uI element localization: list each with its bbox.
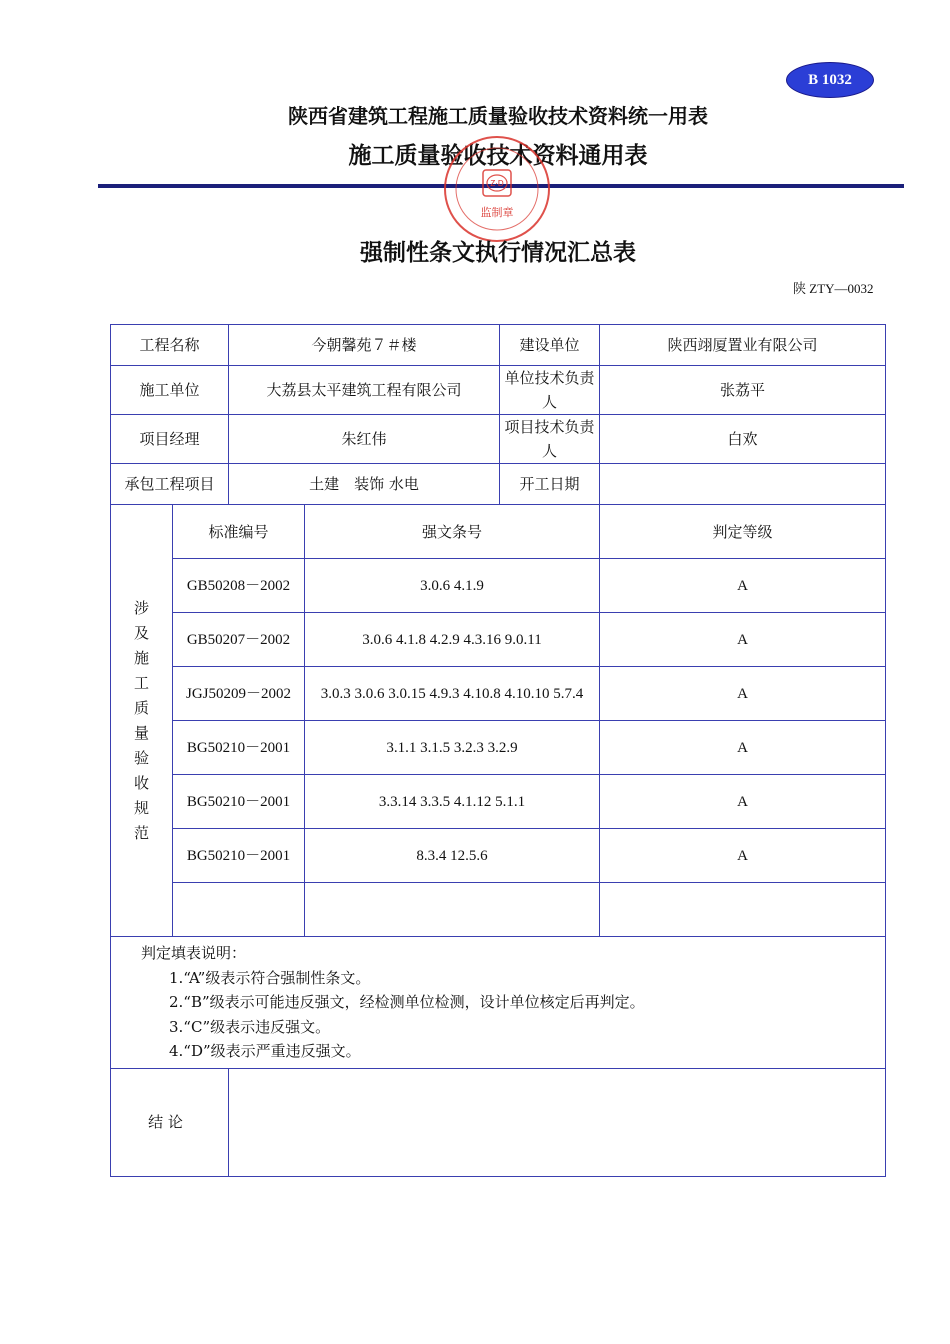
table-row — [111, 829, 886, 883]
start-date-value — [600, 464, 886, 505]
side-char: 及 — [133, 623, 149, 642]
builder-value: 陕西翊厦置业有限公司 — [600, 325, 886, 366]
clauses: 3.0.6 4.1.8 4.2.9 4.3.16 9.0.11 — [305, 613, 600, 667]
proj-tech-label: 项目技术负责人 — [500, 415, 600, 464]
clauses — [305, 883, 600, 937]
std-number: BG50210－2001 — [173, 775, 305, 829]
clauses: 3.0.6 4.1.9 — [305, 559, 600, 613]
table-row — [111, 721, 886, 775]
conclusion-label: 结 论 — [111, 1068, 229, 1176]
info-row — [111, 415, 886, 464]
side-char: 施 — [133, 648, 149, 667]
pm-value: 朱红伟 — [229, 415, 500, 464]
info-row — [111, 464, 886, 505]
standards-header-row — [111, 505, 886, 559]
clauses-header: 强文条号 — [305, 505, 600, 559]
table-row — [111, 667, 886, 721]
unit-tech-label: 单位技术负责人 — [500, 366, 600, 415]
form-number-badge: B 1032 — [786, 62, 874, 98]
project-name-label: 工程名称 — [111, 325, 229, 366]
pm-label: 项目经理 — [111, 415, 229, 464]
clauses: 3.0.3 3.0.6 3.0.15 4.9.3 4.10.8 4.10.10 5.7.4 — [305, 667, 600, 721]
header-subtitle: 施工质量验收技术资料通用表 — [348, 143, 648, 169]
unit-tech-value: 张荔平 — [600, 366, 886, 415]
scope-value: 土建 装饰 水电 — [229, 464, 500, 505]
conclusion-value — [229, 1068, 886, 1176]
note-item: 4.“D”级表示严重违反强文。 — [169, 1042, 361, 1060]
side-char: 工 — [133, 673, 149, 692]
std-number-header: 标准编号 — [173, 505, 305, 559]
header-title: 陕西省建筑工程施工质量验收技术资料统一用表 — [288, 104, 708, 128]
grade: A — [600, 559, 886, 613]
clauses: 3.3.14 3.3.5 4.1.12 5.1.1 — [305, 775, 600, 829]
std-number: JGJ50209－2002 — [173, 667, 305, 721]
side-char: 验 — [133, 748, 149, 767]
std-number: BG50210－2001 — [173, 829, 305, 883]
side-char: 范 — [133, 823, 149, 842]
scope-label: 承包工程项目 — [111, 464, 229, 505]
clauses: 8.3.4 12.5.6 — [305, 829, 600, 883]
side-char: 涉 — [133, 598, 149, 617]
contractor-label: 施工单位 — [111, 366, 229, 415]
side-char: 量 — [133, 723, 149, 742]
table-row — [111, 613, 886, 667]
table-row — [111, 559, 886, 613]
project-name-value: 今朝馨苑７＃楼 — [229, 325, 500, 366]
side-char: 收 — [133, 773, 149, 792]
note-item: 3.“C”级表示违反强文。 — [169, 1017, 331, 1036]
form-title: 强制性条文执行情况汇总表 — [360, 240, 636, 266]
standards-side-label — [111, 505, 173, 937]
summary-table — [110, 324, 886, 1177]
table-row — [111, 775, 886, 829]
grade: A — [600, 613, 886, 667]
side-char: 质 — [133, 698, 149, 717]
std-number: BG50210－2001 — [173, 721, 305, 775]
clauses: 3.1.1 3.1.5 3.2.3 3.2.9 — [305, 721, 600, 775]
notes-cell — [111, 937, 886, 1069]
table-row — [111, 883, 886, 937]
grade-header: 判定等级 — [600, 505, 886, 559]
notes-heading: 判定填表说明： — [141, 944, 247, 962]
form-code: 陕 ZTY—0032 — [793, 281, 874, 296]
grade: A — [600, 829, 886, 883]
side-char: 规 — [133, 798, 149, 817]
proj-tech-value: 白欢 — [600, 415, 886, 464]
note-item: 1.“A”级表示符合强制性条文。 — [169, 968, 371, 987]
contractor-value: 大荔县太平建筑工程有限公司 — [229, 366, 500, 415]
grade: A — [600, 721, 886, 775]
grade: A — [600, 667, 886, 721]
std-number: GB50208－2002 — [173, 559, 305, 613]
grade — [600, 883, 886, 937]
info-row — [111, 325, 886, 366]
svg-text:Z·D: Z·D — [490, 179, 504, 188]
start-date-label: 开工日期 — [500, 464, 600, 505]
grade: A — [600, 775, 886, 829]
info-row — [111, 366, 886, 415]
conclusion-row — [111, 1068, 886, 1176]
supervision-seal — [442, 134, 552, 244]
std-number: GB50207－2002 — [173, 613, 305, 667]
notes-row — [111, 937, 886, 1069]
note-item: 2.“B”级表示可能违反强文，经检测单位检测，设计单位核定后再判定。 — [169, 993, 645, 1011]
svg-text:监制章: 监制章 — [480, 206, 514, 219]
builder-label: 建设单位 — [500, 325, 600, 366]
std-number — [173, 883, 305, 937]
